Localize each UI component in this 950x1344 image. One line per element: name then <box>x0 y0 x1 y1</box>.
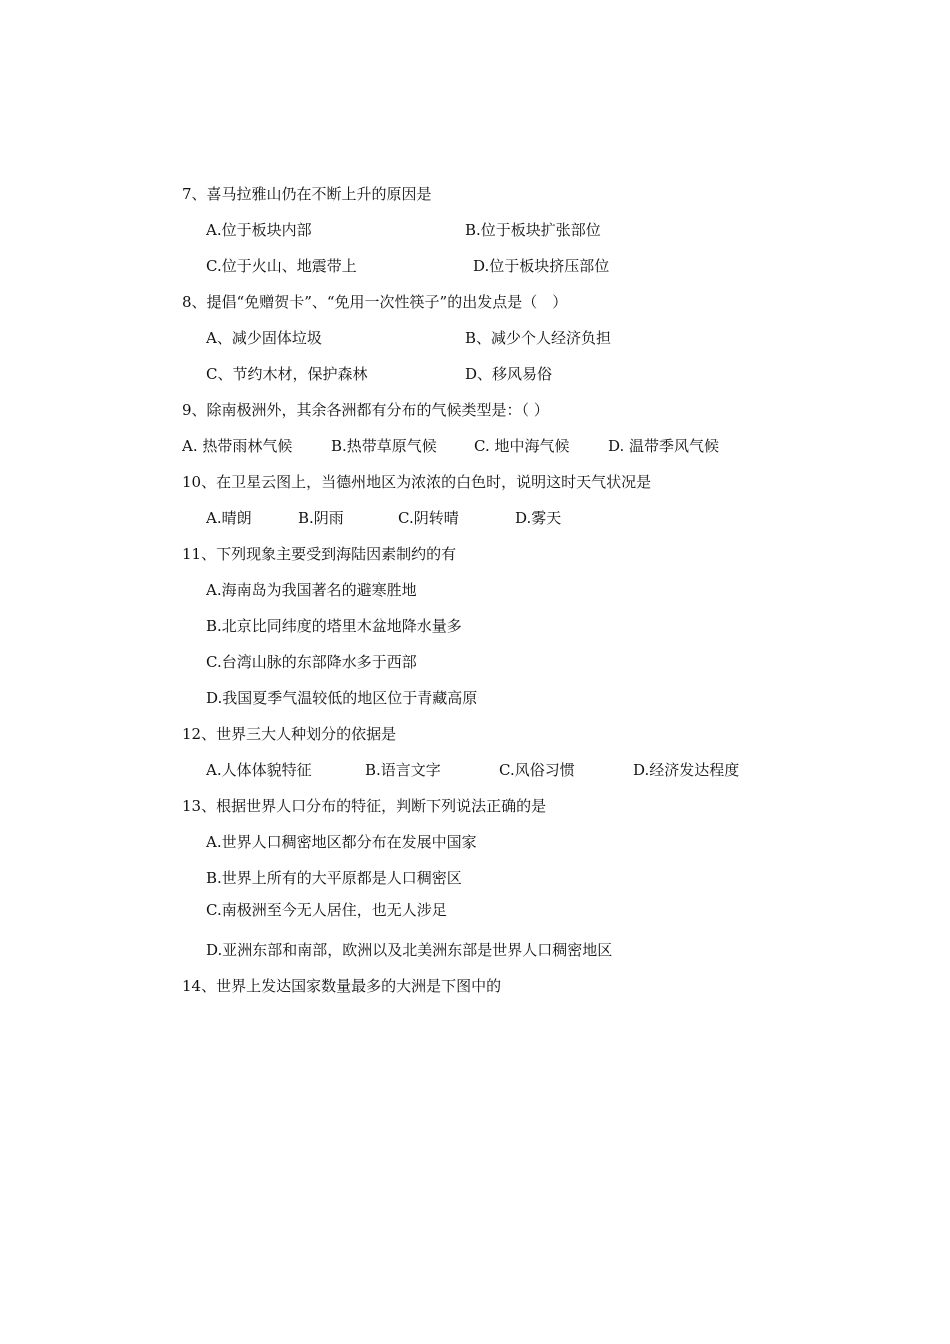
question-8-option-c: C、节约木材，保护森林 <box>206 365 368 383</box>
question-13-option-d: D.亚洲东部和南部，欧洲以及北美洲东部是世界人口稠密地区 <box>206 941 613 959</box>
question-7-option-d: D.位于板块挤压部位 <box>473 257 610 275</box>
question-13-option-c: C.南极洲至今无人居住，也无人涉足 <box>206 901 447 919</box>
question-9-option-a: A. 热带雨林气候 <box>182 437 293 455</box>
question-7-stem: 7、喜马拉雅山仍在不断上升的原因是 <box>182 185 432 203</box>
question-10-option-c: C.阴转晴 <box>398 509 459 527</box>
question-7-option-c: C.位于火山、地震带上 <box>206 257 357 275</box>
question-9-option-c: C. 地中海气候 <box>474 437 570 455</box>
question-10-option-b: B.阴雨 <box>298 509 344 527</box>
question-12-option-a: A.人体体貌特征 <box>206 761 312 779</box>
question-8-option-d: D、移风易俗 <box>465 365 553 383</box>
question-11-option-d: D.我国夏季气温较低的地区位于青藏高原 <box>206 689 478 707</box>
question-9-stem: 9、除南极洲外，其余各洲都有分布的气候类型是：（ ） <box>182 401 549 419</box>
question-11-option-a: A.海南岛为我国著名的避寒胜地 <box>206 581 417 599</box>
question-14-stem: 14、世界上发达国家数量最多的大洲是下图中的 <box>182 977 502 995</box>
question-11-option-b: B.北京比同纬度的塔里木盆地降水量多 <box>206 617 462 635</box>
question-8-option-a: A、减少固体垃圾 <box>206 329 322 347</box>
question-13-option-a: A.世界人口稠密地区都分布在发展中国家 <box>206 833 477 851</box>
question-13-option-b: B.世界上所有的大平原都是人口稠密区 <box>206 869 462 887</box>
question-12-option-c: C.风俗习惯 <box>499 761 575 779</box>
question-9-option-d: D. 温带季风气候 <box>608 437 720 455</box>
question-10-option-a: A.晴朗 <box>206 509 252 527</box>
question-12-stem: 12、世界三大人种划分的依据是 <box>182 725 397 743</box>
question-11-option-c: C.台湾山脉的东部降水多于西部 <box>206 653 417 671</box>
question-8-option-b: B、减少个人经济负担 <box>465 329 612 347</box>
question-9-option-b: B.热带草原气候 <box>331 437 437 455</box>
question-12-option-b: B.语言文字 <box>365 761 441 779</box>
question-7-option-a: A.位于板块内部 <box>206 221 312 239</box>
question-12-option-d: D.经济发达程度 <box>633 761 740 779</box>
question-13-stem: 13、根据世界人口分布的特征，判断下列说法正确的是 <box>182 797 547 815</box>
question-10-stem: 10、在卫星云图上，当德州地区为浓浓的白色时，说明这时天气状况是 <box>182 473 652 491</box>
question-7-option-b: B.位于板块扩张部位 <box>465 221 601 239</box>
question-10-option-d: D.雾天 <box>515 509 562 527</box>
question-8-stem: 8、提倡“免赠贺卡”、“免用一次性筷子”的出发点是（ ） <box>182 293 568 311</box>
question-11-stem: 11、下列现象主要受到海陆因素制约的有 <box>182 545 457 563</box>
